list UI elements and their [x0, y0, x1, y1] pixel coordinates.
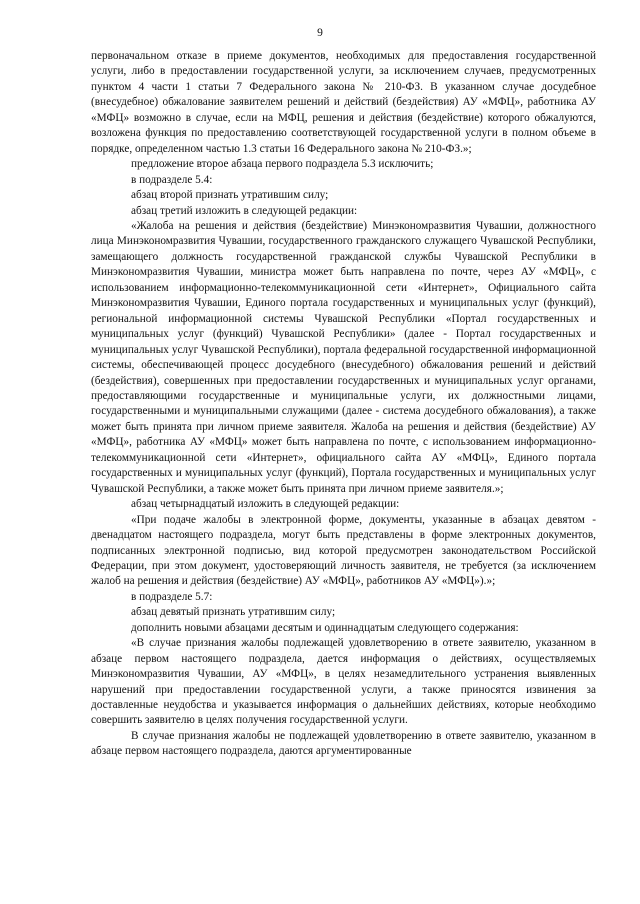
paragraph-subsection-5-7: в подразделе 5.7: [131, 590, 213, 603]
document-body [91, 49, 596, 760]
paragraph-electronic-complaint: «При подаче жалобы в электронной форме, документы, указанные в абзацах девятом - двенадцатом настоящего подраздела, могут быть представлены в форме электронных документов, подписанных электронной подписью, вид которой предусмотрен законодательством Российской Федерации, при этом документ, удостоверяющий личность заявителя, не требуется (за исключением жалоб на решения и действия (бездействие) АУ «МФЦ», работников АУ «МФЦ»).»; [91, 513, 596, 588]
paragraph-continuation: первоначальном отказе в приеме документов, необходимых для предоставления государственной услуги, либо в предоставлении государственной услуги, за исключением случаев, предусмотренных пунктом 4 части 1 статьи 7 Федерального закона № 210-ФЗ. В указанном случае досудебное (внесудебное) обжалование заявителем решений и действий (бездействия) АУ «МФЦ», работника АУ «МФЦ» возможно в случае, если на МФЦ, решения и действия (бездействие) которого обжалуются, возложена функция по предоставлению соответствующей государственной услуги в полном объеме в порядке, определенном частью 1.3 статьи 16 Федерального закона № 210-ФЗ.»; [91, 50, 596, 155]
paragraph-repeal-second: абзац второй признать утратившим силу; [131, 189, 329, 202]
paragraph-add-new-paragraphs: дополнить новыми абзацами десятым и одиннадцатым следующего содержания: [131, 621, 519, 634]
page-number: 9 [317, 27, 323, 39]
paragraph-complaint-rejected: В случае признания жалобы не подлежащей удовлетворению в ответе заявителю, указанном в абзаце первом настоящего подраздела, даются аргументированные [91, 729, 596, 758]
paragraph-repeal-ninth: абзац девятый признать утратившим силу; [131, 606, 336, 619]
paragraph-complaint-satisfied: «В случае признания жалобы подлежащей удовлетворению в ответе заявителю, указанном в абзаце первом настоящего подраздела, дается информация о действиях, осуществляемых Минэкономразвития Чувашии, АУ «МФЦ», в целях незамедлительного устранения выявленных нарушений при предоставлении государственной услуги, а также приносятся извинения за доставленные неудобства и указывается информация о дальнейших действиях, которые необходимо совершить заявителю в целях получения государственной услуги. [91, 637, 596, 727]
paragraph-complaint-text: «Жалоба на решения и действия (бездействие) Минэкономразвития Чувашии, должностного лица Минэкономразвития Чувашии, государственного гражданского служащего Чувашской Республики, замещающего должность государственной гражданской службы Чувашской Республики в Минэкономразвития Чувашии, министра может быть направлена по почте, через АУ «МФЦ», с использованием информационно-телекоммуникационной сети «Интернет», Официального сайта Минэкономразвития Чувашии, Единого портала государственных и муниципальных услуг (функций), региональной информационной системы Чувашской Республики «Портал государственных и муниципальных услуг (функций) Чувашской Республики» (далее - Портал государственных и муниципальных услуг Чувашской Республики), портала федеральной государственной информационной системы, обеспечивающей процесс досудебного (внесудебного) обжалования решений и действий (бездействия), совершенных при предоставлении государственных и муниципальных услуг органами, предоставляющими государственные и муниципальные услуги, их должностными лицами, государственными и муниципальными служащими (далее - система досудебного обжалования), а также может быть принята при личном приеме заявителя. Жалоба на решения и действия (бездействие) АУ «МФЦ», работника АУ «МФЦ» может быть направлена по почте, с использованием информационно-телекоммуникационной сети «Интернет», официального сайта АУ «МФЦ», Единого портала государственных и муниципальных услуг (функций), Портала государственных и муниципальных услуг Чувашской Республики, а также может быть принята при личном приеме заявителя.»; [91, 219, 596, 495]
paragraph-third-new-wording: абзац третий изложить в следующей редакции: [131, 204, 358, 217]
paragraph-subsection-5-4: в подразделе 5.4: [131, 173, 213, 186]
paragraph-fourteenth-new-wording: абзац четырнадцатый изложить в следующей редакции: [131, 498, 400, 511]
paragraph-exclude-sentence: предложение второе абзаца первого подраздела 5.3 исключить; [131, 158, 434, 171]
